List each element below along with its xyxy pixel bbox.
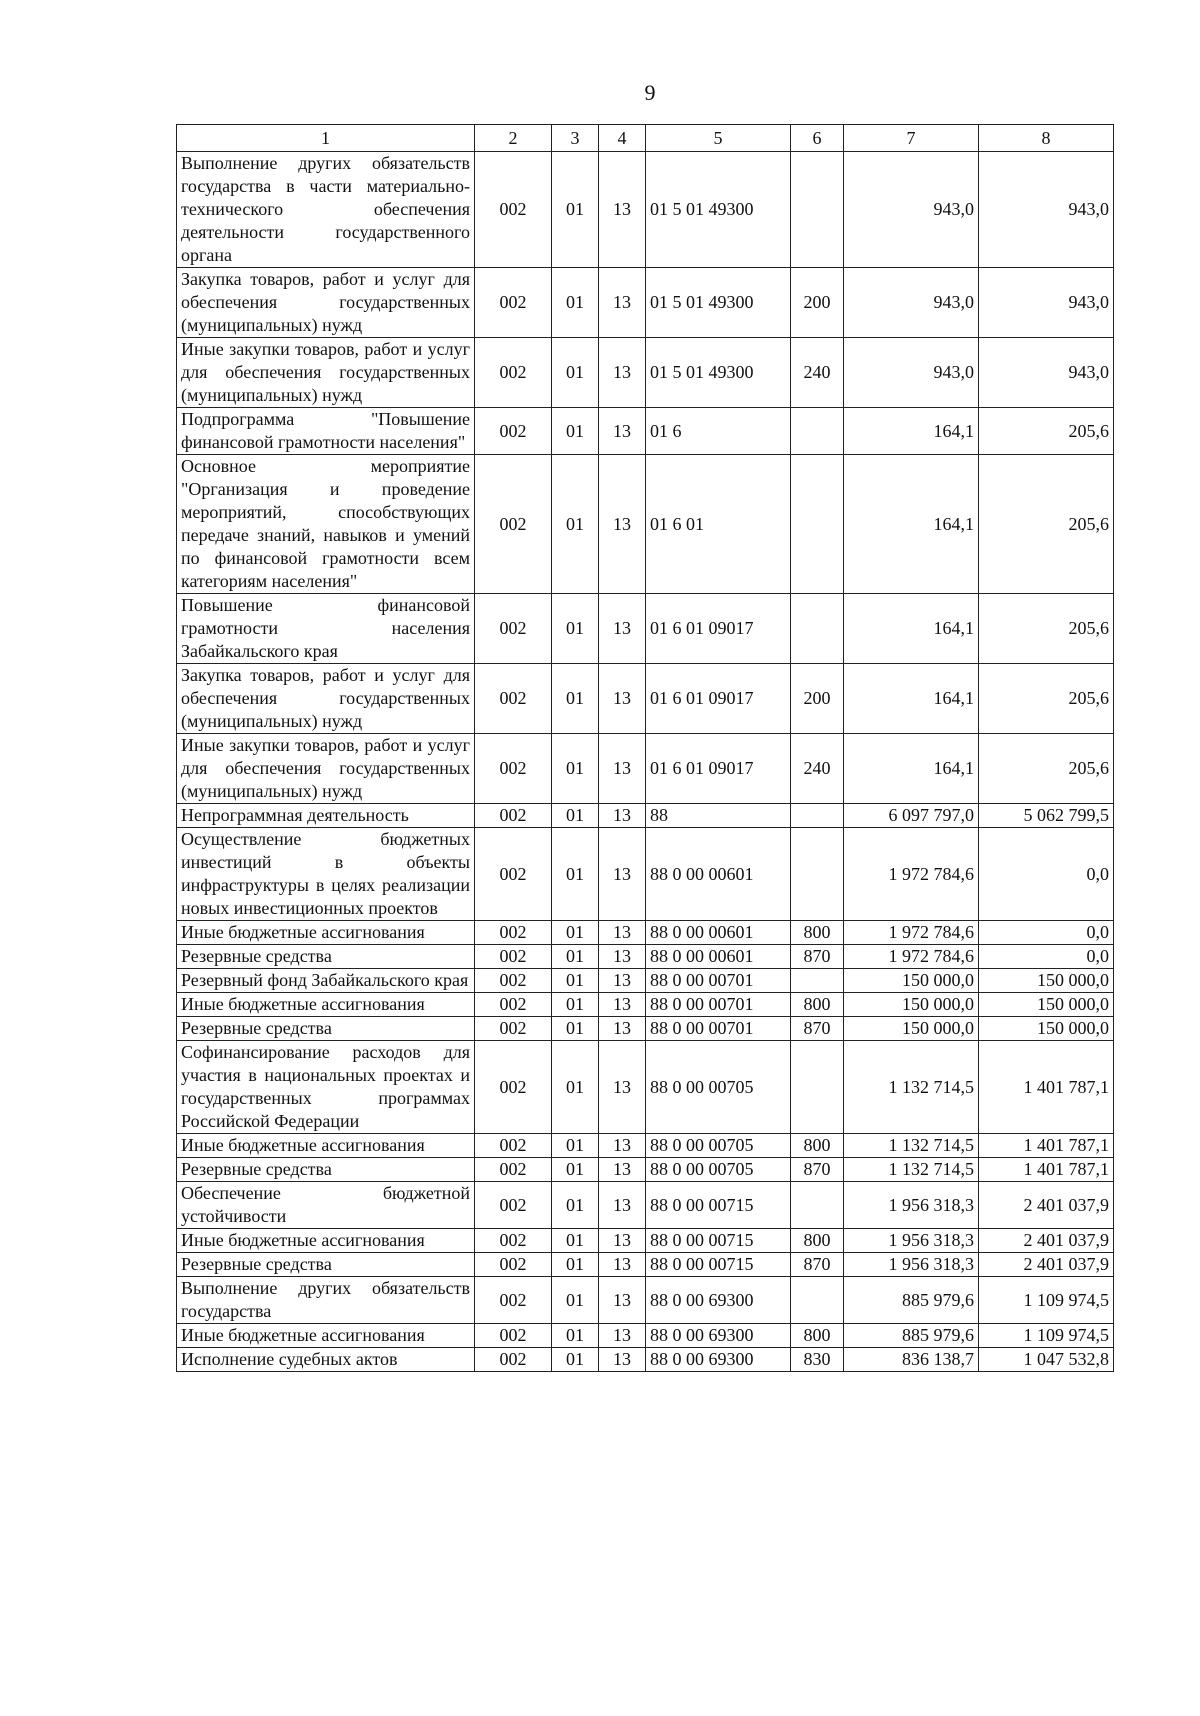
amount-col7-cell: 885 979,6 [844,1324,979,1348]
amount-col7-cell: 1 972 784,6 [844,828,979,921]
item-name-cell: Иные закупки товаров, работ и услуг для обеспечения государственных (муниципальных) нужд [177,338,475,408]
item-name-cell: Осуществление бюджетных инвестиций в объекты инфраструктуры в целях реализации новых инвестиционных проектов [177,828,475,921]
section-cell: 01 [552,664,599,734]
expense-type-cell: 870 [791,1253,844,1277]
subsection-cell: 13 [599,734,646,804]
subsection-cell: 13 [599,828,646,921]
table-row [177,804,1114,828]
item-name-cell: Обеспечение бюджетной устойчивости [177,1182,475,1229]
item-name-cell: Иные бюджетные ассигнования [177,1134,475,1158]
amount-col7-cell: 1 132 714,5 [844,1134,979,1158]
subsection-cell: 13 [599,1158,646,1182]
section-cell: 01 [552,594,599,664]
target-article-cell: 88 0 00 00601 [646,828,791,921]
subsection-cell: 13 [599,268,646,338]
amount-col7-cell: 1 972 784,6 [844,945,979,969]
item-name-cell: Иные бюджетные ассигнования [177,1324,475,1348]
expense-type-cell [791,152,844,268]
table-row [177,455,1114,594]
ministry-code-cell: 002 [475,804,552,828]
expense-type-cell [791,804,844,828]
amount-col7-cell: 1 956 318,3 [844,1229,979,1253]
item-name-cell: Закупка товаров, работ и услуг для обеспечения государственных (муниципальных) нужд [177,664,475,734]
item-name-cell: Повышение финансовой грамотности населения Забайкальского края [177,594,475,664]
table-row [177,828,1114,921]
target-article-cell: 88 0 00 00701 [646,1017,791,1041]
expense-type-cell [791,1277,844,1324]
subsection-cell: 13 [599,1253,646,1277]
ministry-code-cell: 002 [475,152,552,268]
table-row [177,1229,1114,1253]
table-row [177,1253,1114,1277]
amount-col8-cell: 205,6 [979,734,1114,804]
subsection-cell: 13 [599,338,646,408]
item-name-cell: Резервный фонд Забайкальского края [177,969,475,993]
amount-col8-cell: 2 401 037,9 [979,1229,1114,1253]
ministry-code-cell: 002 [475,993,552,1017]
section-cell: 01 [552,338,599,408]
subsection-cell: 13 [599,1041,646,1134]
ministry-code-cell: 002 [475,1182,552,1229]
table-row [177,921,1114,945]
section-cell: 01 [552,1182,599,1229]
expense-type-cell: 200 [791,268,844,338]
item-name-cell: Основное мероприятие "Организация и проведение мероприятий, способствующих передаче знаний, навыков и умений по финансовой грамотности всем категориям населения" [177,455,475,594]
ministry-code-cell: 002 [475,338,552,408]
expense-type-cell [791,408,844,455]
target-article-cell: 01 6 01 09017 [646,664,791,734]
table-row [177,969,1114,993]
table-row [177,268,1114,338]
table-row [177,1324,1114,1348]
section-cell: 01 [552,1277,599,1324]
expense-type-cell: 800 [791,1229,844,1253]
subsection-cell: 13 [599,408,646,455]
target-article-cell: 88 0 00 00705 [646,1041,791,1134]
ministry-code-cell: 002 [475,969,552,993]
amount-col8-cell: 0,0 [979,945,1114,969]
subsection-cell: 13 [599,969,646,993]
target-article-cell: 88 0 00 69300 [646,1324,791,1348]
expense-type-cell [791,828,844,921]
amount-col7-cell: 164,1 [844,734,979,804]
amount-col7-cell: 164,1 [844,408,979,455]
item-name-cell: Резервные средства [177,1017,475,1041]
table-row [177,1041,1114,1134]
subsection-cell: 13 [599,1348,646,1372]
item-name-cell: Софинансирование расходов для участия в национальных проектах и государственных программах Российской Федерации [177,1041,475,1134]
header-row [177,125,1114,152]
target-article-cell: 88 0 00 69300 [646,1277,791,1324]
amount-col8-cell: 1 109 974,5 [979,1277,1114,1324]
section-cell: 01 [552,945,599,969]
target-article-cell: 88 0 00 00715 [646,1229,791,1253]
table-row [177,1134,1114,1158]
ministry-code-cell: 002 [475,1017,552,1041]
subsection-cell: 13 [599,664,646,734]
section-cell: 01 [552,1041,599,1134]
expense-type-cell [791,969,844,993]
ministry-code-cell: 002 [475,1324,552,1348]
amount-col8-cell: 943,0 [979,268,1114,338]
amount-col8-cell: 943,0 [979,338,1114,408]
subsection-cell: 13 [599,455,646,594]
amount-col7-cell: 943,0 [844,152,979,268]
section-cell: 01 [552,828,599,921]
expense-type-cell: 800 [791,1134,844,1158]
column-header: 4 [599,125,646,152]
ministry-code-cell: 002 [475,828,552,921]
target-article-cell: 01 5 01 49300 [646,268,791,338]
subsection-cell: 13 [599,945,646,969]
amount-col8-cell: 1 401 787,1 [979,1158,1114,1182]
amount-col8-cell: 205,6 [979,408,1114,455]
item-name-cell: Иные бюджетные ассигнования [177,993,475,1017]
ministry-code-cell: 002 [475,1229,552,1253]
amount-col8-cell: 150 000,0 [979,969,1114,993]
amount-col7-cell: 6 097 797,0 [844,804,979,828]
amount-col8-cell: 205,6 [979,664,1114,734]
section-cell: 01 [552,1253,599,1277]
table-row [177,1017,1114,1041]
subsection-cell: 13 [599,1017,646,1041]
ministry-code-cell: 002 [475,945,552,969]
expense-type-cell: 240 [791,734,844,804]
column-header: 2 [475,125,552,152]
ministry-code-cell: 002 [475,664,552,734]
item-name-cell: Иные закупки товаров, работ и услуг для обеспечения государственных (муниципальных) нужд [177,734,475,804]
item-name-cell: Иные бюджетные ассигнования [177,921,475,945]
expense-type-cell [791,455,844,594]
amount-col7-cell: 885 979,6 [844,1277,979,1324]
item-name-cell: Непрограммная деятельность [177,804,475,828]
amount-col8-cell: 1 109 974,5 [979,1324,1114,1348]
amount-col7-cell: 164,1 [844,455,979,594]
amount-col8-cell: 205,6 [979,594,1114,664]
amount-col8-cell: 150 000,0 [979,1017,1114,1041]
item-name-cell: Выполнение других обязательств государства [177,1277,475,1324]
target-article-cell: 88 0 00 00705 [646,1134,791,1158]
item-name-cell: Резервные средства [177,1253,475,1277]
subsection-cell: 13 [599,1229,646,1253]
table-row [177,1277,1114,1324]
amount-col7-cell: 1 956 318,3 [844,1182,979,1229]
item-name-cell: Исполнение судебных актов [177,1348,475,1372]
section-cell: 01 [552,1324,599,1348]
amount-col8-cell: 150 000,0 [979,993,1114,1017]
section-cell: 01 [552,1158,599,1182]
amount-col7-cell: 943,0 [844,268,979,338]
item-name-cell: Подпрограмма "Повышение финансовой грамотности населения" [177,408,475,455]
target-article-cell: 01 6 [646,408,791,455]
item-name-cell: Иные бюджетные ассигнования [177,1229,475,1253]
amount-col8-cell: 1 047 532,8 [979,1348,1114,1372]
item-name-cell: Резервные средства [177,945,475,969]
expense-type-cell: 870 [791,945,844,969]
column-header: 3 [552,125,599,152]
amount-col8-cell: 0,0 [979,921,1114,945]
section-cell: 01 [552,1348,599,1372]
table-row [177,408,1114,455]
amount-col7-cell: 1 956 318,3 [844,1253,979,1277]
column-header: 7 [844,125,979,152]
target-article-cell: 01 6 01 09017 [646,594,791,664]
table-row [177,1182,1114,1229]
amount-col7-cell: 1 972 784,6 [844,921,979,945]
ministry-code-cell: 002 [475,455,552,594]
subsection-cell: 13 [599,1277,646,1324]
target-article-cell: 01 5 01 49300 [646,338,791,408]
column-header: 5 [646,125,791,152]
subsection-cell: 13 [599,152,646,268]
expense-type-cell: 800 [791,921,844,945]
section-cell: 01 [552,921,599,945]
table-row [177,664,1114,734]
ministry-code-cell: 002 [475,594,552,664]
target-article-cell: 88 0 00 00701 [646,993,791,1017]
ministry-code-cell: 002 [475,1158,552,1182]
amount-col7-cell: 943,0 [844,338,979,408]
expense-type-cell: 200 [791,664,844,734]
subsection-cell: 13 [599,804,646,828]
amount-col8-cell: 943,0 [979,152,1114,268]
amount-col7-cell: 164,1 [844,594,979,664]
column-header: 8 [979,125,1114,152]
section-cell: 01 [552,455,599,594]
subsection-cell: 13 [599,594,646,664]
amount-col7-cell: 1 132 714,5 [844,1158,979,1182]
target-article-cell: 88 0 00 69300 [646,1348,791,1372]
ministry-code-cell: 002 [475,921,552,945]
table-row [177,993,1114,1017]
ministry-code-cell: 002 [475,1348,552,1372]
table-row [177,734,1114,804]
amount-col8-cell: 1 401 787,1 [979,1041,1114,1134]
item-name-cell: Резервные средства [177,1158,475,1182]
section-cell: 01 [552,1229,599,1253]
expense-type-cell: 800 [791,993,844,1017]
expense-type-cell [791,1041,844,1134]
target-article-cell: 88 0 00 00715 [646,1253,791,1277]
target-article-cell: 01 5 01 49300 [646,152,791,268]
expense-type-cell: 830 [791,1348,844,1372]
amount-col8-cell: 0,0 [979,828,1114,921]
ministry-code-cell: 002 [475,408,552,455]
target-article-cell: 88 [646,804,791,828]
subsection-cell: 13 [599,921,646,945]
expense-type-cell [791,594,844,664]
table-header [177,125,1114,152]
ministry-code-cell: 002 [475,1253,552,1277]
amount-col7-cell: 1 132 714,5 [844,1041,979,1134]
budget-table [176,124,1114,1372]
table-row [177,594,1114,664]
section-cell: 01 [552,408,599,455]
ministry-code-cell: 002 [475,1134,552,1158]
section-cell: 01 [552,268,599,338]
page-number: 9 [644,80,656,105]
expense-type-cell: 800 [791,1324,844,1348]
amount-col7-cell: 164,1 [844,664,979,734]
section-cell: 01 [552,804,599,828]
section-cell: 01 [552,734,599,804]
subsection-cell: 13 [599,1134,646,1158]
subsection-cell: 13 [599,993,646,1017]
table-row [177,1158,1114,1182]
amount-col8-cell: 2 401 037,9 [979,1182,1114,1229]
amount-col7-cell: 150 000,0 [844,1017,979,1041]
target-article-cell: 88 0 00 00601 [646,921,791,945]
target-article-cell: 88 0 00 00705 [646,1158,791,1182]
section-cell: 01 [552,969,599,993]
table-row [177,152,1114,268]
ministry-code-cell: 002 [475,734,552,804]
column-header: 6 [791,125,844,152]
table-row [177,1348,1114,1372]
table-body [177,152,1114,1372]
section-cell: 01 [552,152,599,268]
expense-type-cell: 240 [791,338,844,408]
amount-col7-cell: 150 000,0 [844,969,979,993]
target-article-cell: 01 6 01 09017 [646,734,791,804]
ministry-code-cell: 002 [475,1041,552,1134]
expense-type-cell: 870 [791,1017,844,1041]
amount-col8-cell: 205,6 [979,455,1114,594]
subsection-cell: 13 [599,1182,646,1229]
table-row [177,945,1114,969]
item-name-cell: Выполнение других обязательств государства в части материально-технического обеспечения деятельности государственного органа [177,152,475,268]
amount-col8-cell: 5 062 799,5 [979,804,1114,828]
ministry-code-cell: 002 [475,268,552,338]
section-cell: 01 [552,1134,599,1158]
section-cell: 01 [552,993,599,1017]
amount-col7-cell: 836 138,7 [844,1348,979,1372]
target-article-cell: 01 6 01 [646,455,791,594]
section-cell: 01 [552,1017,599,1041]
amount-col8-cell: 2 401 037,9 [979,1253,1114,1277]
ministry-code-cell: 002 [475,1277,552,1324]
item-name-cell: Закупка товаров, работ и услуг для обеспечения государственных (муниципальных) нужд [177,268,475,338]
target-article-cell: 88 0 00 00715 [646,1182,791,1229]
expense-type-cell: 870 [791,1158,844,1182]
amount-col8-cell: 1 401 787,1 [979,1134,1114,1158]
target-article-cell: 88 0 00 00601 [646,945,791,969]
column-header: 1 [177,125,475,152]
table-row [177,338,1114,408]
target-article-cell: 88 0 00 00701 [646,969,791,993]
amount-col7-cell: 150 000,0 [844,993,979,1017]
expense-type-cell [791,1182,844,1229]
subsection-cell: 13 [599,1324,646,1348]
